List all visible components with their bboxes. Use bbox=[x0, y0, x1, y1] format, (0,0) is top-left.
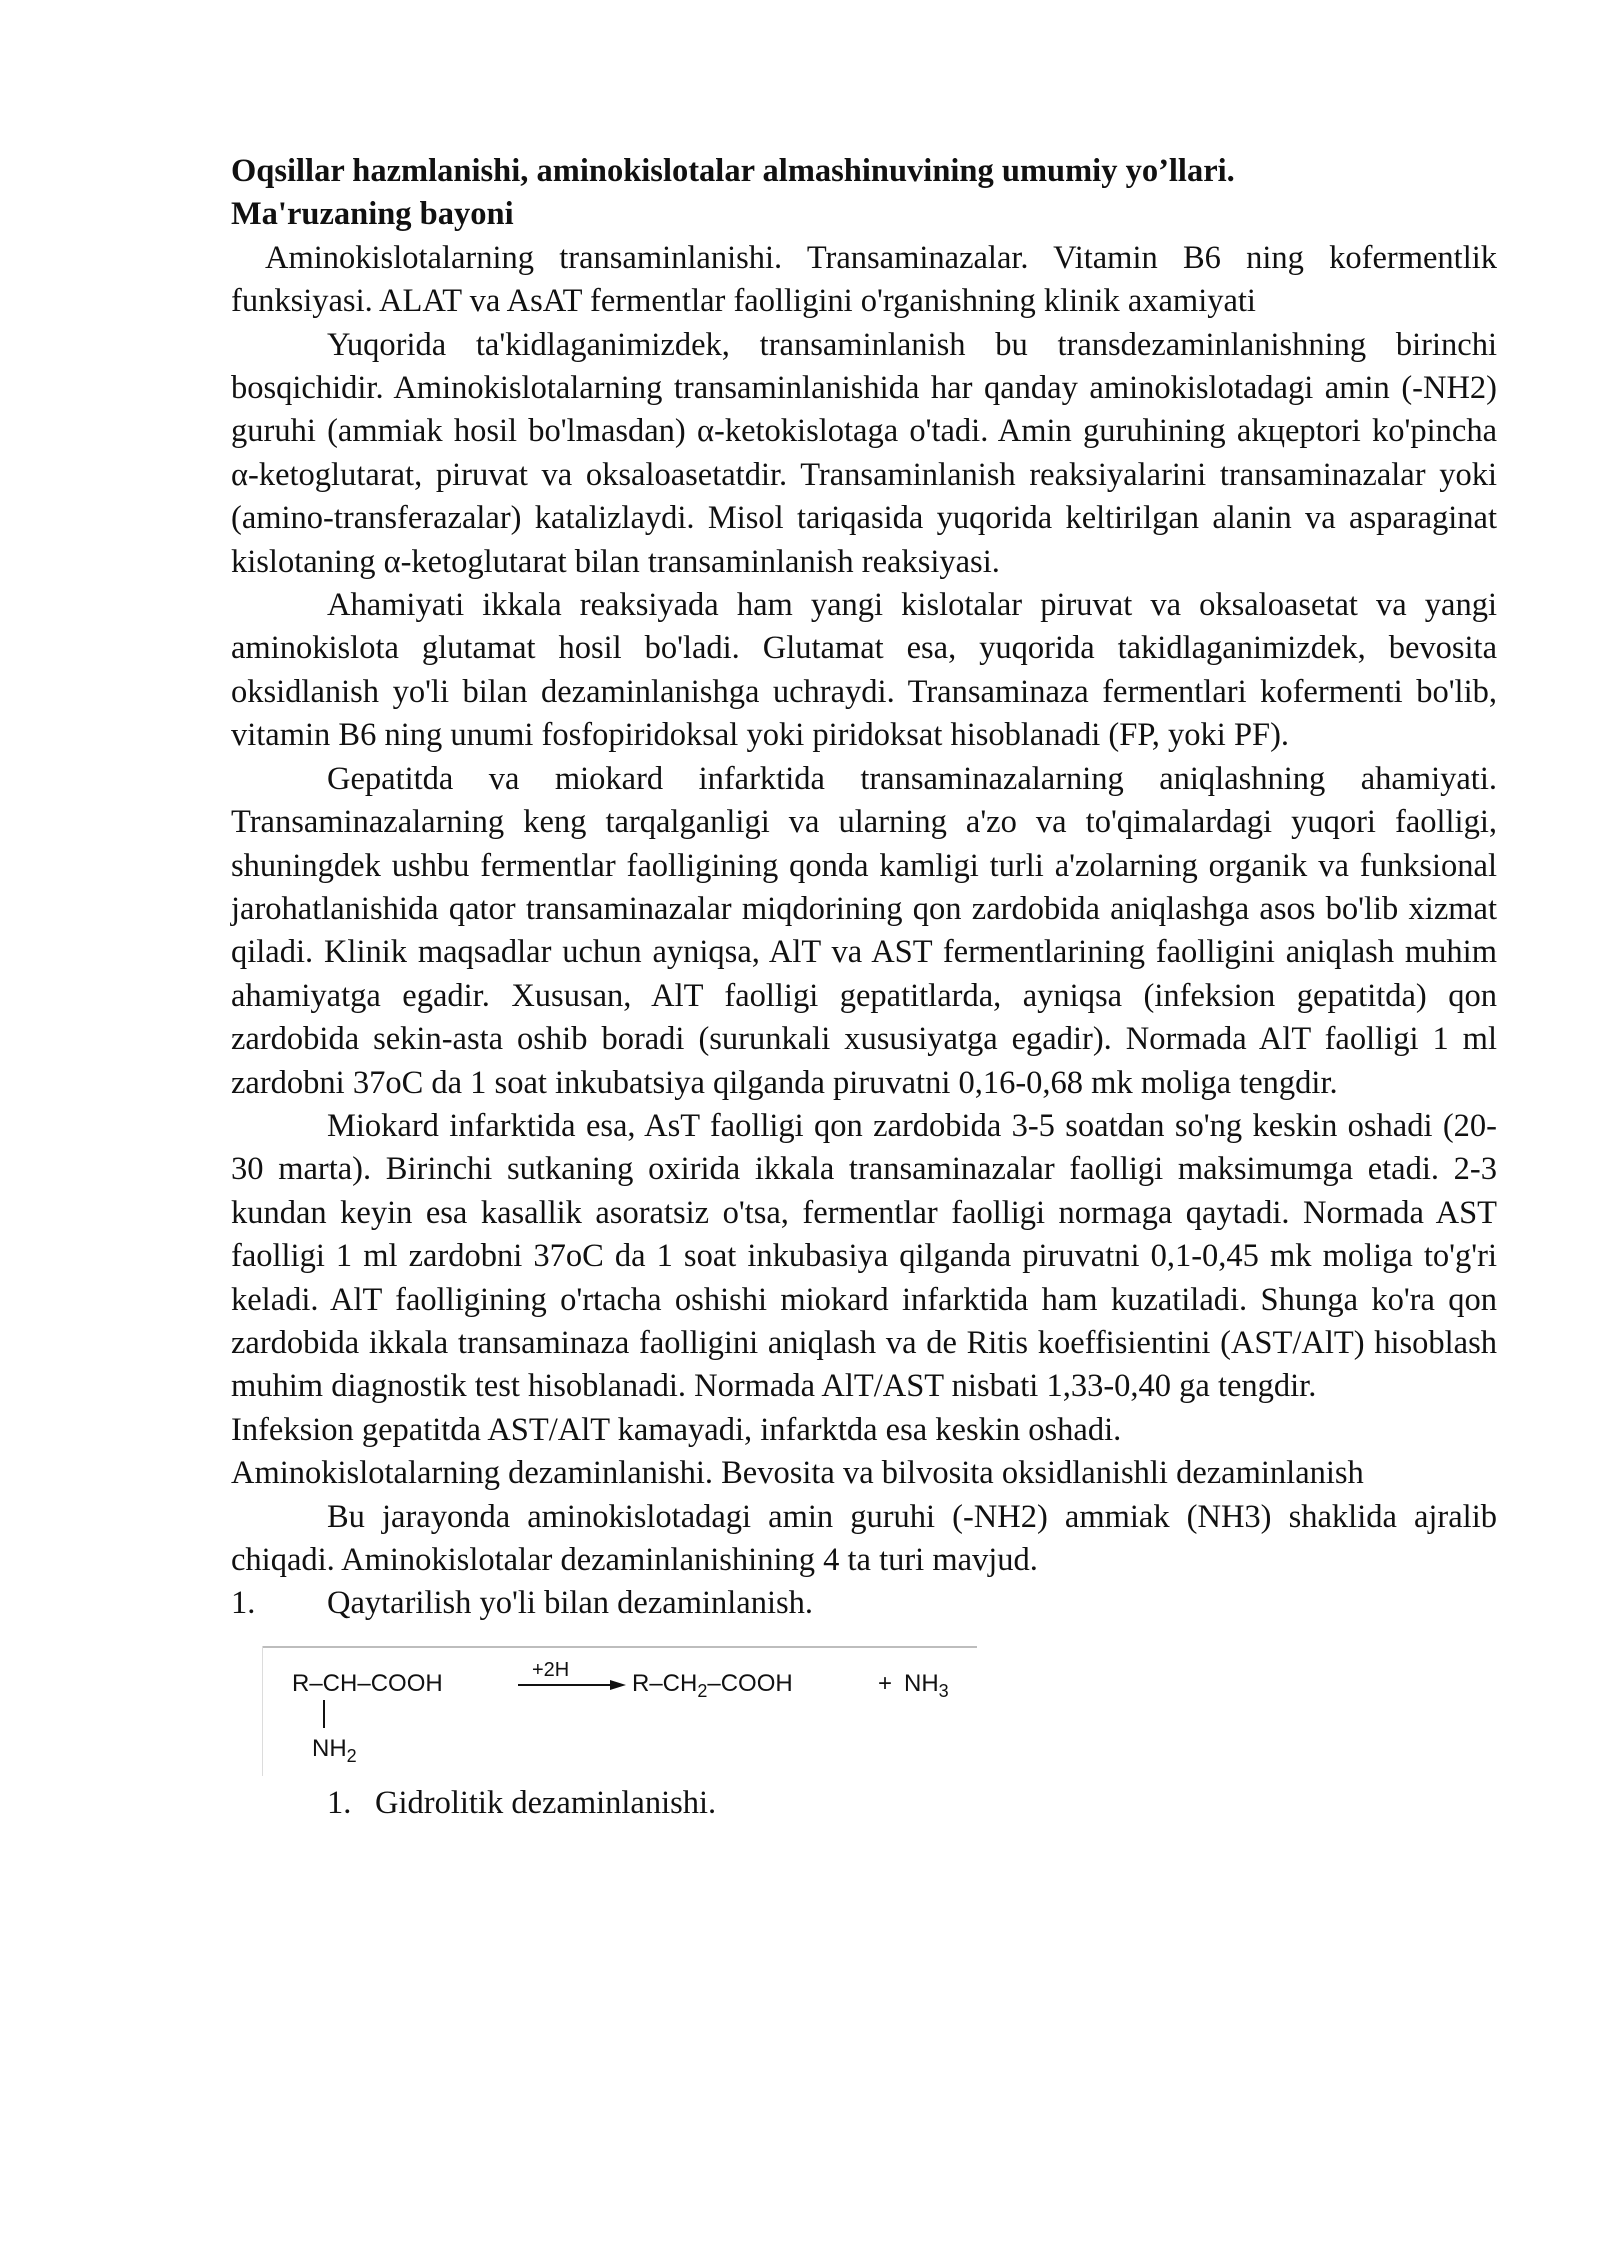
document-content bbox=[231, 150, 1497, 1825]
list-item-number: 1. bbox=[231, 1585, 256, 1622]
title-line-2: Ma'ruzaning bayoni bbox=[231, 196, 514, 233]
arrow-label: +2H bbox=[532, 1658, 570, 1681]
reaction-formula bbox=[262, 1646, 977, 1776]
sub-list-item-number: 1. bbox=[327, 1784, 352, 1821]
reaction-formula-figure bbox=[262, 1646, 977, 1776]
list-item-text: Qaytarilish yo'li bilan dezaminlanish. bbox=[327, 1585, 814, 1622]
substituent-formula: $NH_2$ bbox=[312, 1734, 357, 1766]
paragraph-myocardial-infarction: Miokard infarktida esa, AsT faolligi qon zardobida 3-5 soatdan so'ng keskin oshadi (20-30 marta). Birinchi sutkaning oxirida ikkala transaminazalar faolligi maksimumga etadi. 2-3 kundan keyin esa kasallik asoratsiz o'tsa, fermentlar faolligi normaga qaytadi. Normada AST faolligi 1 ml zardobni 37oC da 1 soat inkubasiya qilganda piruvatni 0,1-0,45 mk moliga to'g'ri keladi. AlT faolligining o'rtacha oshishi miokard infarktida ham kuzatiladi. Shunga ko'ra qon zardobida ikkala transaminaza faolligini aniqlash va de Ritis koeffisientini (AST/AlT) hisoblash muhim diagnostik test hisoblanadi. Normada AlT/AST nisbati 1,33-0,40 ga tengdir. bbox=[231, 1107, 1497, 1405]
reaction-arrow-head bbox=[610, 1680, 626, 1690]
ammonia-formula: $NH_3$ bbox=[904, 1669, 949, 1701]
list-item bbox=[231, 1582, 1497, 1625]
product-formula: $R-CH_2$–COOH bbox=[632, 1669, 793, 1701]
paragraph-deamination: Bu jarayonda aminokislotadagi amin guruhi (-NH2) ammiak (NH3) shaklida ajralib chiqadi. Aminokislotalar dezaminlanishining 4 ta turi mavjud. bbox=[231, 1498, 1497, 1578]
title-line-1: Oqsillar hazmlanishi, aminokislotalar almashinuvining umumiy yo’llari. bbox=[231, 153, 1235, 189]
sub-list-item-text: Gidrolitik dezaminlanishi. bbox=[375, 1784, 717, 1821]
sub-list-item bbox=[327, 1782, 1497, 1825]
paragraph-infection-note: Infeksion gepatitda AST/AlT kamayadi, infarktda esa keskin oshadi. bbox=[231, 1411, 1122, 1448]
paragraph-transamination: Yuqorida ta'kidlaganimizdek, transaminlanish bu transdezaminlanishning birinchi bosqichidir. Aminokislotalarning transaminlanishida har qanday aminokislotadagi amin (-NH2) guruhi (ammiak hosil bo'lmasdan) α-ketokislotaga o'tadi. Amin guruhining akцeptori ko'pincha α-ketoglutarat, piruvat va oksaloasetatdir. Transaminlanish reaksiyalarini transaminazalar yoki (amino-transferazalar) katalizlaydi. Misol tariqasida yuqorida keltirilgan alanin va asparaginat kislotaning α-ketoglutarat bilan transaminlanish reaksiyasi. bbox=[231, 326, 1497, 580]
paragraph-transamination-heading: Aminokislotalarning transaminlanishi. Transaminazalar. Vitamin B6 ning kofermentlik funksiyasi. ALAT va AsAT fermentlar faolligini o'rganishning klinik axamiyati bbox=[231, 239, 1497, 320]
paragraph-hepatitis: Gepatitda va miokard infarktida transaminazalarning aniqlashning ahamiyati. Transaminazalarning keng tarqalganligi va ularning a'zo va to'qimalardagi yuqori faolligi, shuningdek ushbu fermentlar faolligining qonda kamligi turli a'zolarning organik va funksional jarohatlanishida qator transaminazalar miqdorining qon zardobida aniqlashga asos bo'lib xizmat qiladi. Klinik maqsadlar uchun ayniqsa, AlT va AST fermentlarining faolligini aniqlash muhim ahamiyatga egadir. Xususan, AlT faolligi gepatitlarda, ayniqsa (infeksion gepatitda) qon zardobida sekin-asta oshib boradi (surunkali xususiyatga egadir). Normada AlT faolligi 1 ml zardobni 37oC da 1 soat inkubatsiya qilganda piruvatni 0,16-0,68 mk moliga tengdir. bbox=[231, 760, 1497, 1101]
paragraph-significance: Ahamiyati ikkala reaksiyada ham yangi kislotalar piruvat va oksaloasetat va yangi aminokislota glutamat hosil bo'ladi. Glutamat esa, yuqorida takidlaganimizdek, bevosita oksidlanish yo'li bilan dezaminlanishga uchraydi. Transaminaza fermentlari kofermenti bo'lib, vitamin B6 ning unumi fosfopiridoksal yoki piridoksat hisoblanadi (FP, yoki PF). bbox=[231, 587, 1497, 754]
paragraph-deamination-heading: Aminokislotalarning dezaminlanishi. Bevosita va bilvosita oksidlanishli dezaminlanish bbox=[231, 1455, 1364, 1492]
reactant-formula: R–CH–COOH bbox=[292, 1669, 443, 1697]
plus-sign: + bbox=[878, 1669, 893, 1697]
